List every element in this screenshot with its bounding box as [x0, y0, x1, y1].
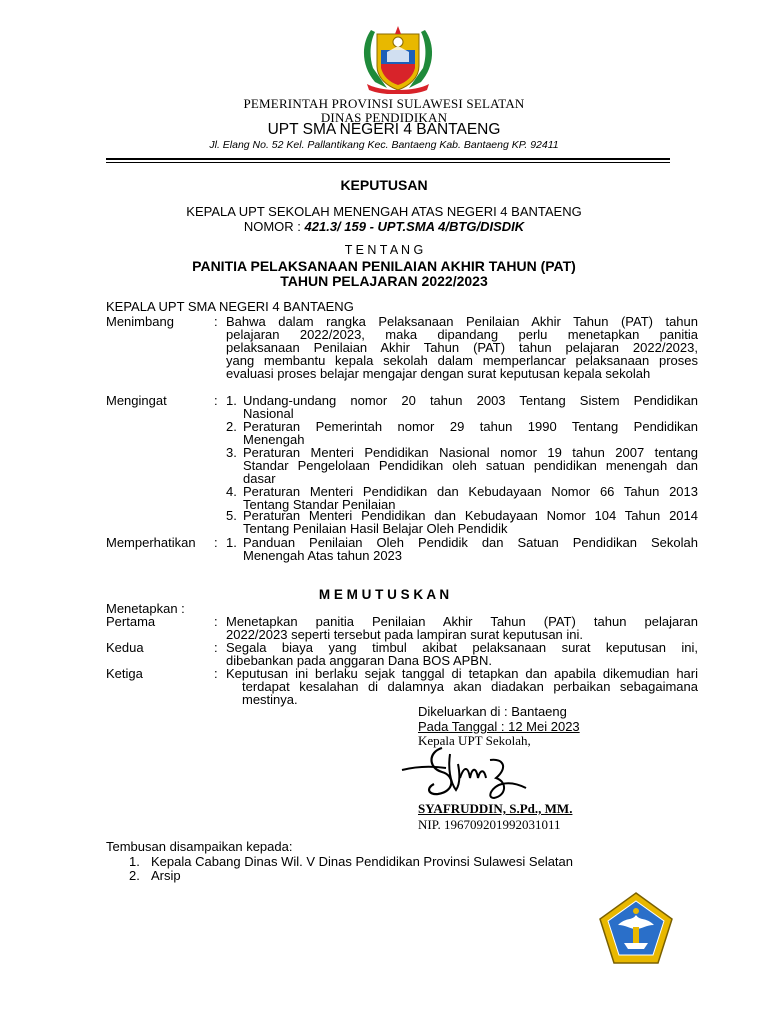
mengingat-item-1-line-1: Undang-undang nomor 20 tahun 2003 Tentang Sistem Pendidikan: [243, 393, 698, 408]
tut-wuri-handayani-emblem: [596, 891, 676, 967]
ketiga-line-1: Keputusan ini berlaku sejak tanggal di tetapkan dan apabila dikemudian hari: [226, 666, 698, 681]
mengingat-item-3-line-2: Standar Pengelolaan Pendidikan oleh satuan pendidikan menengah dan: [243, 458, 698, 473]
issued-at: Dikeluarkan di : Bantaeng: [418, 704, 567, 719]
tembusan-item-1-num: 1.: [129, 854, 140, 869]
title-subject-line1: PANITIA PELAKSANAAN PENILAIAN AKHIR TAHUN (PAT): [192, 258, 576, 274]
title-nomor: [0, 219, 768, 234]
tembusan-item-2-num: 2.: [129, 868, 140, 883]
mengingat-colon: :: [214, 393, 218, 408]
ketiga-line-3: mestinya.: [242, 692, 298, 707]
mengingat-item-3-num: 3.: [226, 445, 237, 460]
title-keputusan: KEPUTUSAN: [340, 177, 428, 193]
menimbang-line-4: yang membantu kepala sekolah dalam memperlancar pelaksanaan proses: [226, 353, 698, 368]
mengingat-label: Mengingat: [106, 393, 167, 408]
pertama-line-2: 2022/2023 seperti tersebut pada lampiran surat keputusan ini.: [226, 627, 584, 642]
mengingat-item-2-line-2: Menengah: [243, 432, 305, 447]
header-line-dinas: DINAS PENDIDIKAN: [320, 110, 448, 125]
menetapkan-label: Menetapkan :: [106, 601, 185, 616]
menimbang-line-3: pelaksanaan Penilaian Akhir Tahun (PAT) tahun pelajaran 2022/2023,: [226, 340, 698, 355]
mengingat-item-3-line-1: Peraturan Menteri Pendidikan Nasional nomor 19 tahun 2007 tentang: [243, 445, 698, 460]
nomor-value: 421.3/ 159 - UPT.SMA 4/BTG/DISDIK: [304, 219, 525, 234]
menimbang-line-5: evaluasi proses belajar mengajar dengan surat keputusan kepala sekolah: [226, 366, 651, 381]
provincial-coat-of-arms-logo: [357, 22, 439, 94]
menimbang-colon: :: [214, 314, 218, 329]
memperhatikan-line-2: Menengah Atas tahun 2023: [243, 548, 403, 563]
memperhatikan-label: Memperhatikan: [106, 535, 196, 550]
header-school-name: UPT SMA NEGERI 4 BANTAENG: [267, 121, 501, 138]
signatory-nip: NIP. 196709201992031011: [418, 817, 561, 832]
title-kepala: KEPALA UPT SEKOLAH MENENGAH ATAS NEGERI 4 BANTAENG: [186, 204, 582, 219]
tembusan-item-1-text: Kepala Cabang Dinas Wil. V Dinas Pendidikan Provinsi Sulawesi Selatan: [151, 854, 574, 869]
pertama-label: Pertama: [106, 614, 156, 629]
memperhatikan-colon: :: [214, 535, 218, 550]
mengingat-item-4-line-2: Tentang Standar Penilaian: [243, 497, 396, 512]
memperhatikan-line-1: Panduan Penilaian Oleh Pendidik dan Satuan Pendidikan Sekolah: [243, 535, 698, 550]
handwritten-signature: [398, 738, 538, 804]
mengingat-item-4-num: 4.: [226, 484, 237, 499]
mengingat-item-3-line-3: dasar: [243, 471, 276, 486]
signatory-name: SYAFRUDDIN, S.Pd., MM.: [418, 801, 573, 816]
kedua-label: Kedua: [106, 640, 144, 655]
mengingat-item-5-line-1: Peraturan Menteri Pendidikan dan Kebudayaan Nomor 104 Tahun 2014: [243, 508, 698, 523]
signatory-position: Kepala UPT Sekolah,: [418, 733, 531, 748]
pertama-line-1: Menetapkan panitia Penilaian Akhir Tahun (PAT) tahun pelajaran: [226, 614, 698, 629]
intro-kepala: KEPALA UPT SMA NEGERI 4 BANTAENG: [106, 299, 354, 314]
pertama-colon: :: [214, 614, 218, 629]
mengingat-item-1-line-2: Nasional: [243, 406, 294, 421]
mengingat-item-2-line-1: Peraturan Pemerintah nomor 29 tahun 1990 Tentang Pendidikan: [243, 419, 698, 434]
mengingat-item-5-line-2: Tentang Penilaian Hasil Belajar Oleh Pendidik: [243, 521, 508, 536]
mengingat-item-2-num: 2.: [226, 419, 237, 434]
menimbang-line-2: pelajaran 2022/2023, maka dipandang perlu menetapkan panitia: [226, 327, 698, 342]
nomor-label: NOMOR :: [243, 219, 305, 234]
tembusan-title: Tembusan disampaikan kepada:: [106, 839, 293, 854]
mengingat-item-5-num: 5.: [226, 508, 237, 523]
kedua-colon: :: [214, 640, 218, 655]
ketiga-line-2: terdapat kesalahan di dalamnya akan diadakan perbaikan sebagaimana: [242, 679, 698, 694]
memperhatikan-num: 1.: [226, 535, 237, 550]
menimbang-label: Menimbang: [106, 314, 174, 329]
title-subject-line2: TAHUN PELAJARAN 2022/2023: [280, 273, 488, 289]
header-address: Jl. Elang No. 52 Kel. Pallantikang Kec. Bantaeng Kab. Bantaeng KP. 92411: [209, 139, 559, 151]
tembusan-item-2-text: Arsip: [151, 868, 181, 883]
kedua-line-2: dibebankan pada anggaran Dana BOS APBN.: [226, 653, 492, 668]
memutuskan-heading: M E M U T U S K A N: [318, 587, 450, 602]
header-divider-thin: [106, 162, 670, 163]
title-tentang: T E N T A N G: [344, 243, 424, 257]
ketiga-label: Ketiga: [106, 666, 143, 681]
menimbang-line-1: Bahwa dalam rangka Pelaksanaan Penilaian Akhir Tahun (PAT) tahun: [226, 314, 698, 329]
issued-date: Pada Tanggal : 12 Mei 2023: [418, 719, 580, 734]
header-line-province: PEMERINTAH PROVINSI SULAWESI SELATAN: [243, 96, 525, 111]
mengingat-item-1-num: 1.: [226, 393, 237, 408]
ketiga-colon: :: [214, 666, 218, 681]
kedua-line-1: Segala biaya yang timbul akibat pelaksanaan surat keputusan ini,: [226, 640, 698, 655]
header-divider-thick: [106, 158, 670, 160]
mengingat-item-4-line-1: Peraturan Menteri Pendidikan dan Kebudayaan Nomor 66 Tahun 2013: [243, 484, 698, 499]
